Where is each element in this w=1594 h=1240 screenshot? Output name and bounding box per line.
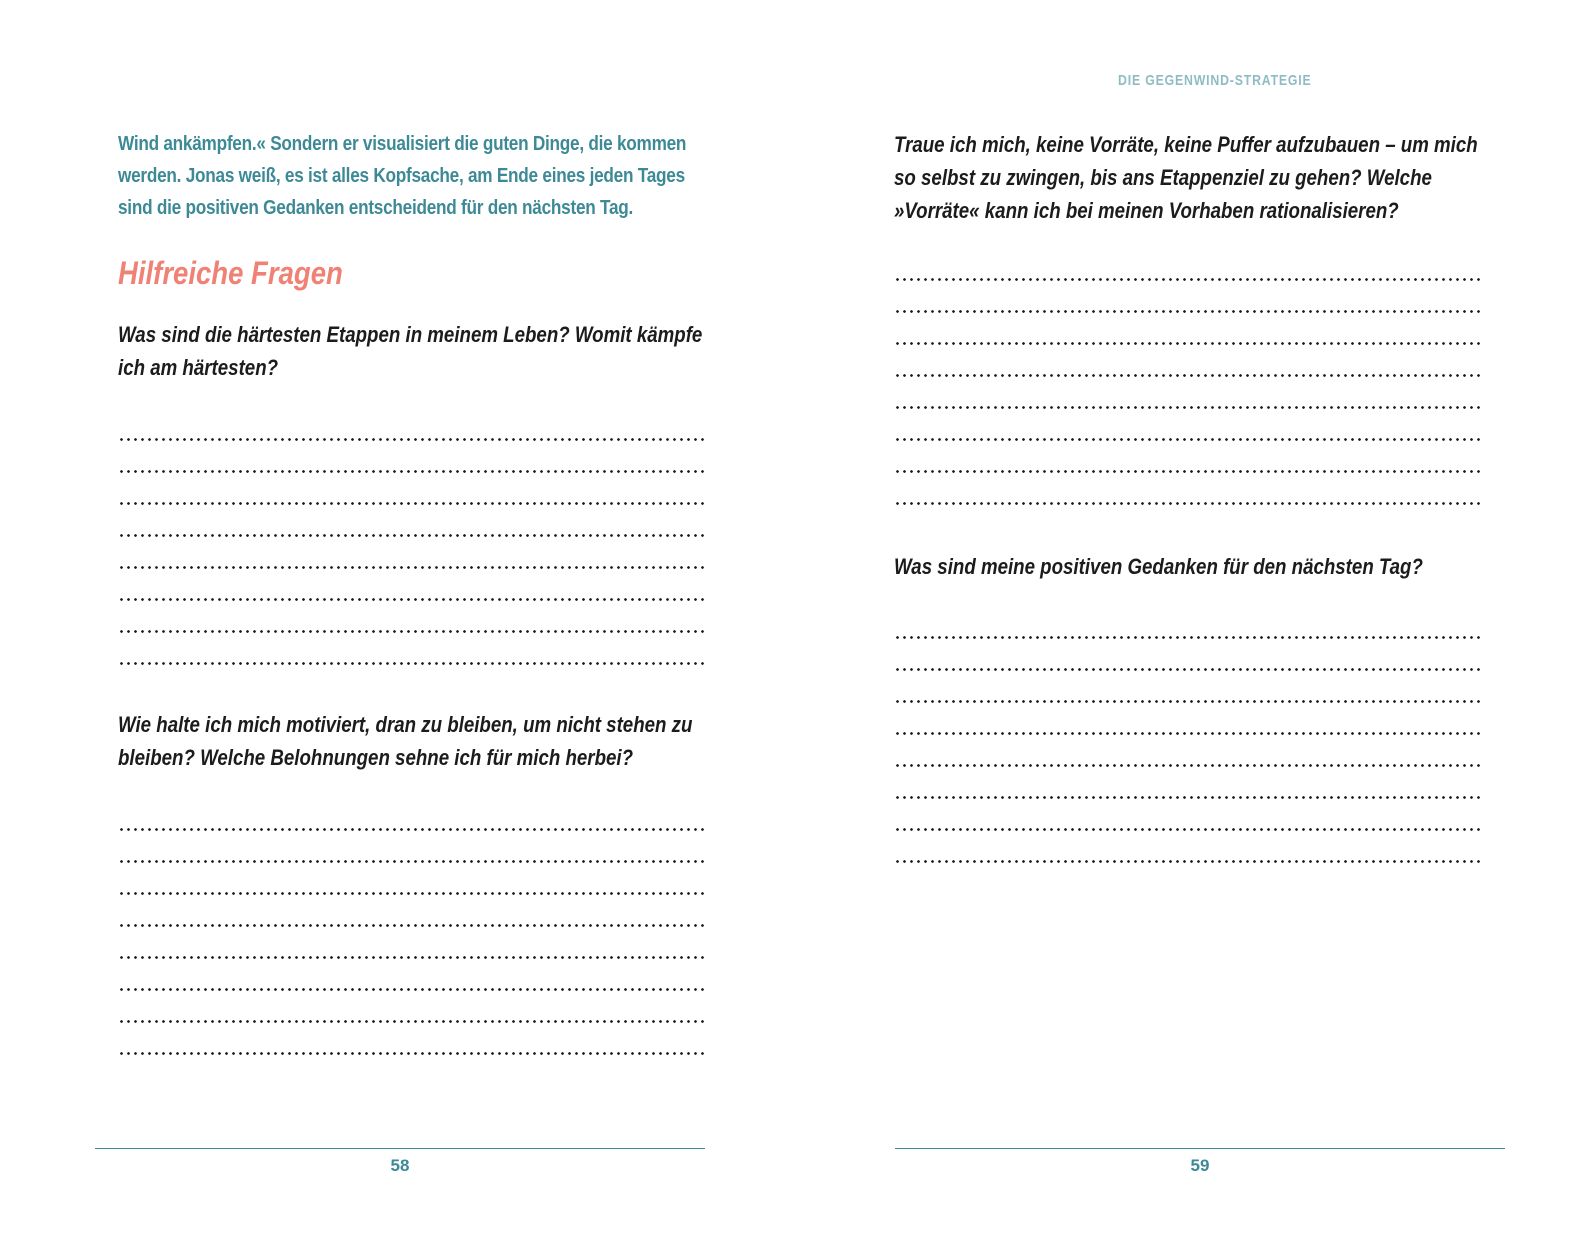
dotted-answer-line[interactable] (118, 900, 704, 932)
dotted-answer-line[interactable] (894, 254, 1480, 286)
question-line: bleiben? Welche Belohnungen sehne ich für mich herbei? (118, 745, 634, 770)
dotted-answer-line[interactable] (118, 932, 704, 964)
dotted-answer-line[interactable] (894, 836, 1480, 868)
dotted-answer-line[interactable] (894, 478, 1480, 510)
question-line: Wie halte ich mich motiviert, dran zu bleiben, um nicht stehen zu (118, 712, 693, 737)
question-1 (118, 318, 758, 384)
dotted-answer-line[interactable] (894, 772, 1480, 804)
answer-lines-4[interactable] (894, 612, 1480, 868)
intro-paragraph (118, 128, 718, 224)
running-head: DIE GEGENWIND-STRATEGIE (1118, 72, 1312, 89)
dotted-answer-line[interactable] (118, 996, 704, 1028)
intro-line: Wind ankämpfen.« Sondern er visualisiert die guten Dinge, die kommen (118, 133, 687, 155)
dotted-answer-line[interactable] (894, 446, 1480, 478)
question-4 (894, 550, 1534, 583)
dotted-answer-line[interactable] (118, 574, 704, 606)
page-number: 59 (1190, 1156, 1210, 1175)
question-line: »Vorräte« kann ich bei meinen Vorhaben rationalisieren? (894, 198, 1399, 223)
answer-lines-2[interactable] (118, 804, 704, 1060)
dotted-answer-line[interactable] (118, 1028, 704, 1060)
intro-line: werden. Jonas weiß, es ist alles Kopfsache, am Ende eines jeden Tages (118, 165, 685, 187)
dotted-answer-line[interactable] (118, 446, 704, 478)
dotted-answer-line[interactable] (118, 868, 704, 900)
dotted-answer-line[interactable] (118, 478, 704, 510)
dotted-answer-line[interactable] (894, 644, 1480, 676)
question-line: Traue ich mich, keine Vorräte, keine Puffer aufzubauen – um mich (894, 132, 1478, 157)
dotted-answer-line[interactable] (894, 414, 1480, 446)
page-number: 58 (390, 1156, 410, 1175)
question-2 (118, 708, 758, 774)
intro-line: sind die positiven Gedanken entscheidend für den nächsten Tag. (118, 197, 634, 219)
footer-rule (895, 1148, 1505, 1149)
dotted-answer-line[interactable] (894, 804, 1480, 836)
dotted-answer-line[interactable] (118, 836, 704, 868)
footer-rule (95, 1148, 705, 1149)
dotted-answer-line[interactable] (894, 382, 1480, 414)
dotted-answer-line[interactable] (894, 350, 1480, 382)
dotted-answer-line[interactable] (894, 708, 1480, 740)
dotted-answer-line[interactable] (118, 638, 704, 670)
dotted-answer-line[interactable] (894, 318, 1480, 350)
dotted-answer-line[interactable] (118, 804, 704, 836)
section-heading: Hilfreiche Fragen (118, 255, 343, 291)
dotted-answer-line[interactable] (894, 612, 1480, 644)
dotted-answer-line[interactable] (118, 542, 704, 574)
dotted-answer-line[interactable] (894, 676, 1480, 708)
answer-lines-1[interactable] (118, 414, 704, 670)
question-line: so selbst zu zwingen, bis ans Etappenziel zu gehen? Welche (894, 165, 1432, 190)
question-line: ich am härtesten? (118, 355, 279, 380)
dotted-answer-line[interactable] (894, 286, 1480, 318)
question-3 (894, 128, 1534, 227)
dotted-answer-line[interactable] (118, 964, 704, 996)
question-line: Was sind die härtesten Etappen in meinem Leben? Womit kämpfe (118, 322, 703, 347)
answer-lines-3[interactable] (894, 254, 1480, 510)
dotted-answer-line[interactable] (894, 740, 1480, 772)
question-line: Was sind meine positiven Gedanken für den nächsten Tag? (894, 554, 1423, 579)
dotted-answer-line[interactable] (118, 510, 704, 542)
dotted-answer-line[interactable] (118, 414, 704, 446)
dotted-answer-line[interactable] (118, 606, 704, 638)
